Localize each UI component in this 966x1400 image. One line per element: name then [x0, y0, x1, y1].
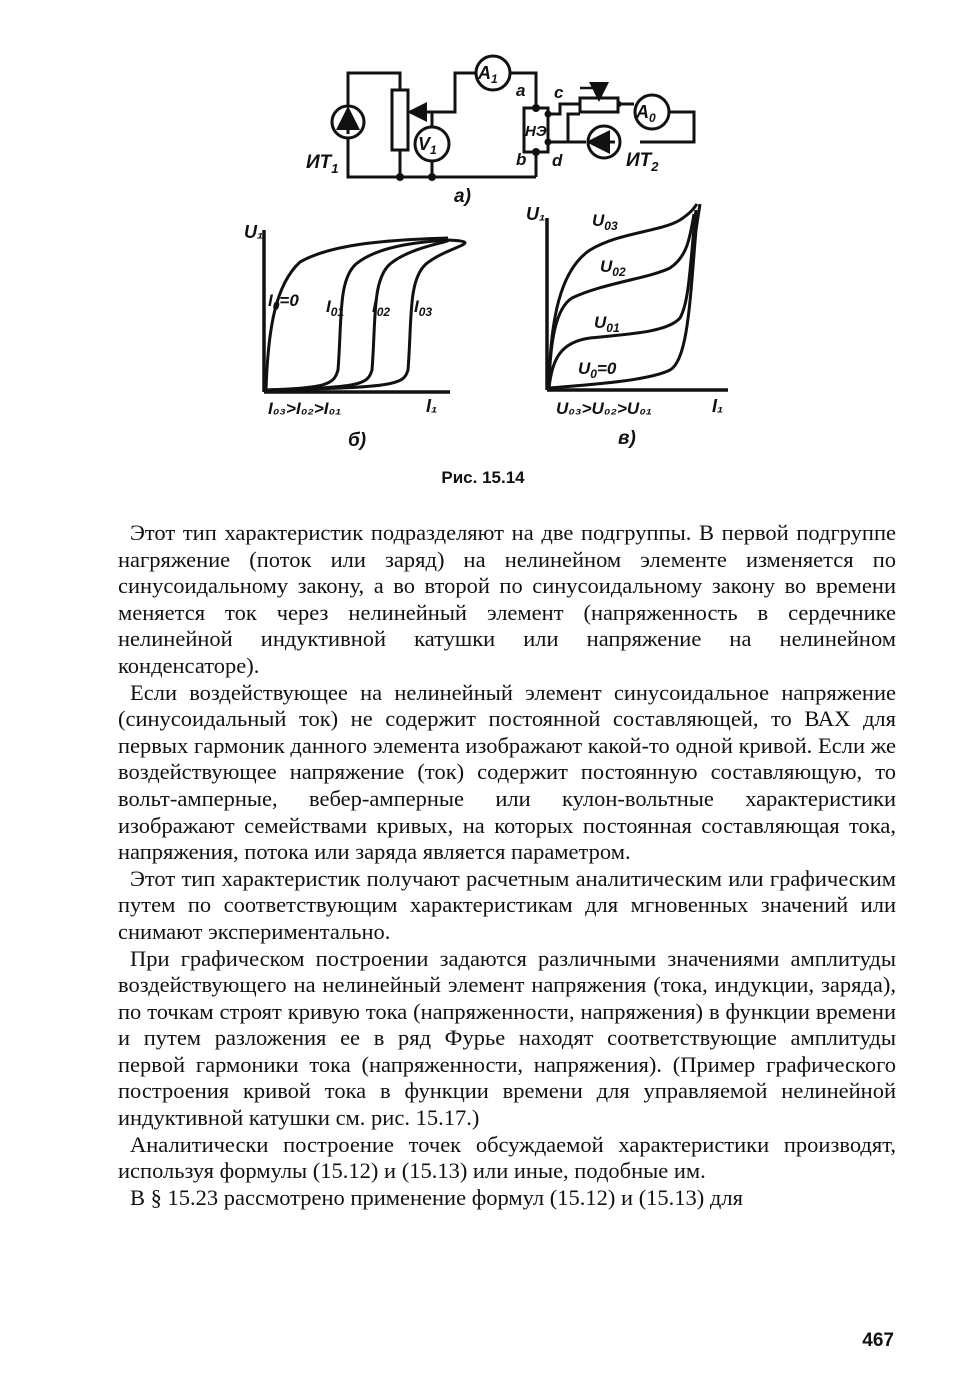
- series-label: $U_{03}$: [592, 211, 618, 233]
- series-label: $I_{01}$: [326, 297, 345, 319]
- label-node-b: b: [516, 150, 527, 169]
- paragraph: При графическом построении задаются различными значениями амплитуды воздействующего на нелинейный элемент напряжения (тока, индукции, заряда), по точкам строят кривую тока (напряженности, напряжения) в функции времени и путем разложения ее в ряд Фурье находят соответствующие амплитуды первой гармоники тока (напряженности, напряжения). (Пример графического построения кривой тока в функции времени для управляемой нелинейной индуктивной катушки см. рис. 15.17.): [118, 945, 896, 1131]
- wire-slider: [412, 73, 476, 112]
- label-node-c: c: [554, 83, 564, 102]
- svg-text:ИТ1: [306, 152, 339, 176]
- paragraph: В § 15.23 рассмотрено применение формул (15.12) и (15.13) для: [130, 1184, 743, 1210]
- label-it1-sub: 1: [331, 161, 339, 176]
- rheostat: [580, 98, 618, 112]
- series-label: $U_{01}$: [594, 313, 620, 335]
- panel-label: б): [348, 430, 367, 451]
- paragraph: Аналитически построение точек обсуждаемой характеристики производят, используя формулы (15.12) и (15.13) или иные, подобные им.: [118, 1131, 896, 1184]
- condition-label: U₀₃>U₀₂>U₀₁: [556, 399, 652, 418]
- label-ne: НЭ: [525, 123, 547, 140]
- label-it2: ИТ: [626, 150, 652, 171]
- chart-v: [526, 204, 728, 449]
- svg-text:ИТ2: [626, 150, 659, 174]
- label-a0-sub: 0: [649, 111, 656, 125]
- label-it2-sub: 2: [651, 159, 659, 174]
- series-label: $I_{02}$: [372, 297, 391, 319]
- chart-b: [244, 222, 465, 451]
- series-label: $I_{03}$: [414, 297, 433, 319]
- wire-d: [548, 114, 580, 142]
- figure-15-14: [0, 0, 966, 500]
- x-axis-label: I₁: [426, 396, 438, 416]
- x-axis-label: I₁: [712, 396, 724, 416]
- paragraph: Если воздействующее на нелинейный элемент синусоидальное напряжение (синусоидальный ток) не содержит постоянной составляющей, то ВАХ для первых гармоник данного элемента изображают какой-то одной кривой. Если же воздействующее напряжение (ток) содержит постоянную составляющую, то вольт-амперные, вебер-амперные или кулон-вольтные характеристики изображают семействами кривых, на которых постоянная составляющая тока, напряжения, потока или заряда является параметром.: [118, 679, 896, 865]
- figure-caption: Рис. 15.14: [441, 468, 525, 487]
- potentiometer: [392, 90, 408, 150]
- label-panel-a: а): [454, 186, 471, 207]
- series-line: [549, 204, 700, 388]
- series-line: [549, 204, 697, 388]
- node-dot: [532, 104, 540, 112]
- paragraph: Этот тип характеристик получают расчетным аналитическим или графическим путем по соответствующим характеристикам для мгновенных значений или снимают экспериментально.: [118, 865, 896, 944]
- node-dot: [428, 173, 436, 181]
- label-node-a: a: [516, 81, 526, 100]
- label-a1: A: [478, 63, 491, 83]
- series-label: $I_0=0$: [268, 291, 299, 313]
- y-axis-label: U₁: [526, 204, 546, 224]
- body-text: [118, 520, 896, 1211]
- node-dot: [545, 111, 552, 118]
- series-line: [549, 214, 694, 388]
- series-label: $U_{02}$: [600, 257, 626, 279]
- condition-label: I₀₃>I₀₂>I₀₁: [268, 399, 342, 418]
- panel-label: в): [618, 428, 636, 449]
- label-a0: A: [636, 102, 649, 122]
- label-v1: V: [418, 134, 431, 154]
- series-line: [266, 240, 465, 390]
- paragraph: Этот тип характеристик подразделяют на две подгруппы. В первой подгруппе нагряжение (поток или заряд) на нелинейном элементе изменяется по синусоидальному закону, а во второй по синусоидальному закону во времени меняется ток через нелинейный элемент (напряженность в сердечнике нелинейной индуктивной катушки или напряжение на нелинейном конденсаторе).: [118, 520, 896, 678]
- node-dot: [396, 173, 404, 181]
- node-dot: [532, 148, 540, 156]
- y-axis-label: U₁: [244, 222, 264, 242]
- label-v1-sub: 1: [430, 143, 437, 157]
- label-it1: ИТ: [306, 152, 332, 173]
- series-label: $U_0=0$: [578, 359, 617, 381]
- page-number: 467: [862, 1330, 894, 1351]
- label-node-d: d: [552, 151, 563, 170]
- label-a1-sub: 1: [491, 72, 498, 86]
